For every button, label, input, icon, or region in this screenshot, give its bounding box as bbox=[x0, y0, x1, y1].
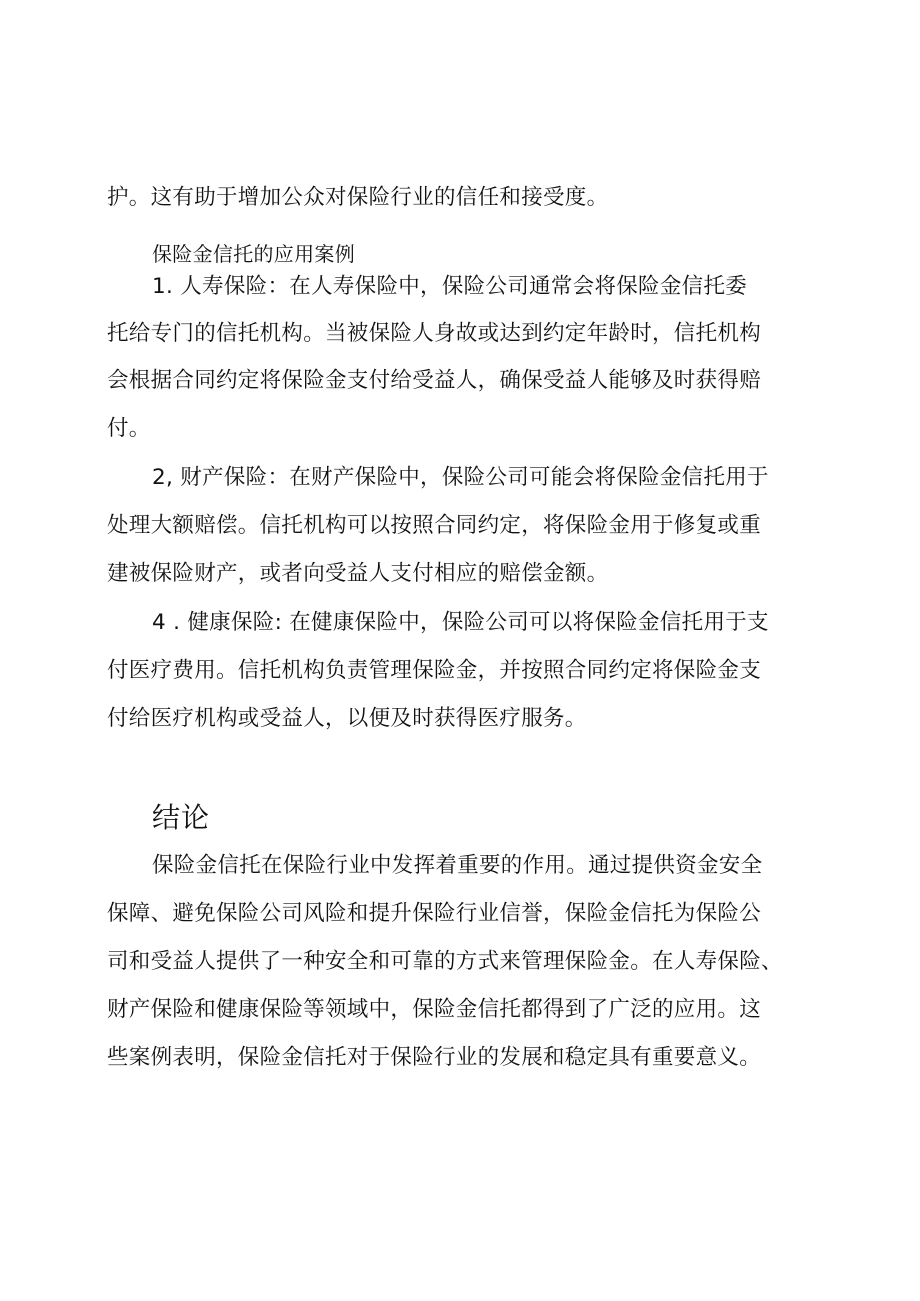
life-insurance-line-1: 1. 人寿保险：在人寿保险中，保险公司通常会将保险金信托委 bbox=[152, 274, 748, 299]
life-insurance-line-3: 会根据合同约定将保险金支付给受益人，确保受益人能够及时获得赔 bbox=[107, 368, 762, 393]
property-insurance-line-2: 处理大额赔偿。信托机构可以按照合同约定，将保险金用于修复或重 bbox=[107, 513, 762, 538]
conclusion-line-5: 些案例表明，保险金信托对于保险行业的发展和稳定具有重要意义。 bbox=[107, 1045, 762, 1070]
intro-continuation-line: 护。这有助于增加公众对保险行业的信任和接受度。 bbox=[107, 185, 609, 210]
health-insurance-line-1: 4 . 健康保险: 在健康保险中，保险公司可以将保险金信托用于支 bbox=[152, 610, 769, 635]
property-insurance-line-1: 2, 财产保险：在财产保险中，保险公司可能会将保险金信托用于 bbox=[152, 465, 769, 490]
life-insurance-line-2: 托给专门的信托机构。当被保险人身故或达到约定年龄时，信托机构 bbox=[107, 321, 762, 346]
conclusion-line-2: 保障、避免保险公司风险和提升保险行业信誉，保险金信托为保险公 bbox=[107, 901, 762, 926]
conclusion-line-4: 财产保险和健康保险等领域中，保险金信托都得到了广泛的应用。这 bbox=[107, 997, 762, 1022]
health-insurance-line-3: 付给医疗机构或受益人，以便及时获得医疗服务。 bbox=[107, 706, 587, 731]
property-insurance-line-3: 建被保险财产，或者向受益人支付相应的赔偿金额。 bbox=[107, 561, 609, 586]
conclusion-line-1: 保险金信托在保险行业中发挥着重要的作用。通过提供资金安全 bbox=[152, 853, 763, 878]
conclusion-line-3: 司和受益人提供了一种安全和可靠的方式来管理保险金。在人寿保险、 bbox=[107, 949, 783, 974]
health-insurance-line-2: 付医疗费用。信托机构负责管理保险金，并按照合同约定将保险金支 bbox=[107, 658, 762, 683]
conclusion-heading: 结论 bbox=[152, 801, 211, 834]
life-insurance-line-4: 付。 bbox=[107, 416, 151, 441]
cases-section-title: 保险金信托的应用案例 bbox=[152, 242, 355, 266]
